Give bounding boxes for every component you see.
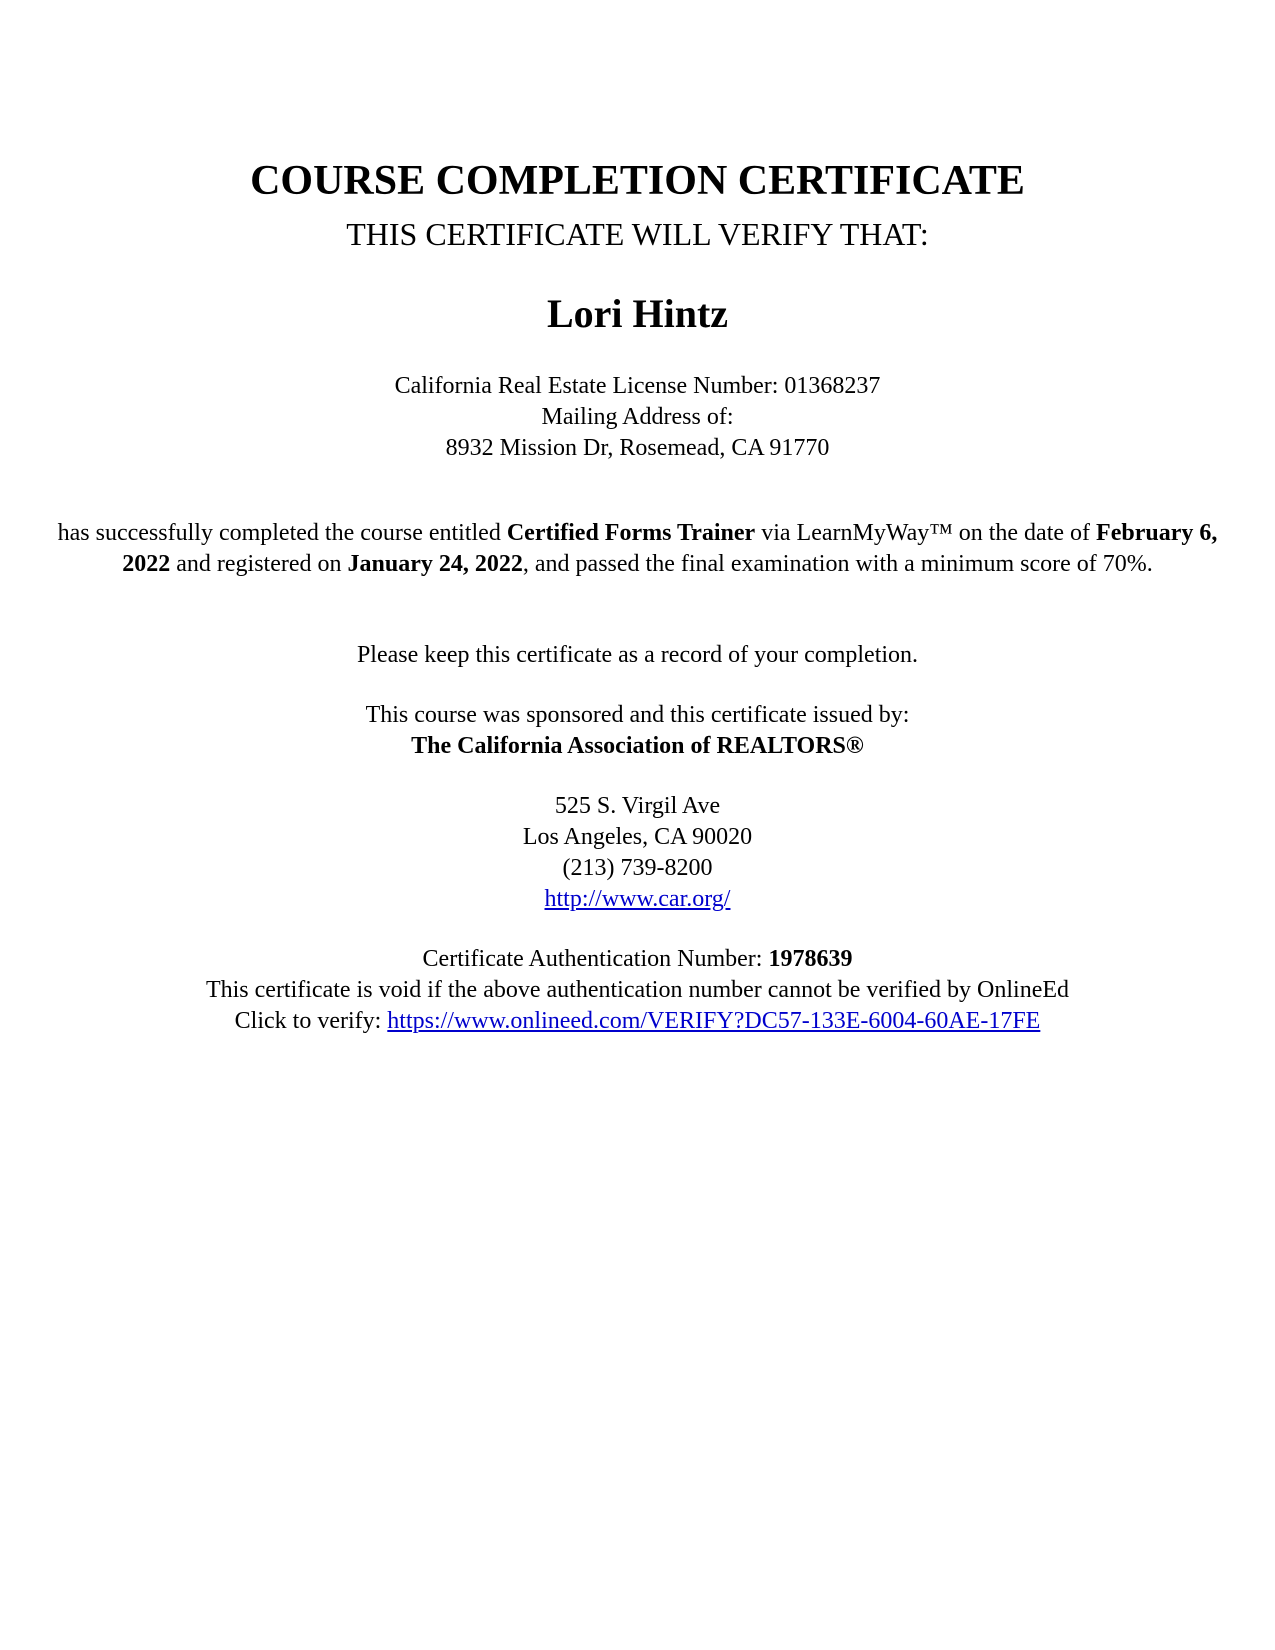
- completion-text-2: via LearnMyWay™ on the date of: [755, 520, 1097, 546]
- certificate-subtitle: THIS CERTIFICATE WILL VERIFY THAT:: [346, 216, 929, 252]
- authentication-line: [0, 944, 1275, 975]
- sponsor-block: [0, 700, 1275, 762]
- sponsor-address-block: [0, 791, 1275, 915]
- license-block: [0, 371, 1275, 464]
- recipient-name: Lori Hintz: [546, 291, 729, 336]
- authentication-label: Certificate Authentication Number:: [422, 946, 769, 972]
- verify-line: [0, 1006, 1275, 1037]
- sponsor-phone: (213) 739-8200: [562, 855, 713, 881]
- sponsor-city: Los Angeles, CA 90020: [522, 824, 753, 850]
- sponsor-street: 525 S. Virgil Ave: [554, 793, 721, 819]
- completion-text-1: has successfully completed the course entitled: [57, 520, 507, 546]
- completion-text-3: and registered on: [170, 551, 348, 577]
- certificate-title: COURSE COMPLETION CERTIFICATE: [250, 158, 1025, 204]
- sponsor-name: The California Association of REALTORS®: [411, 733, 864, 759]
- mailing-address: 8932 Mission Dr, Rosemead, CA 91770: [445, 435, 830, 461]
- course-name: Certified Forms Trainer: [506, 520, 756, 546]
- mailing-address-label: Mailing Address of:: [541, 404, 734, 430]
- record-note: Please keep this certificate as a record of your completion.: [356, 642, 919, 668]
- authentication-block: [0, 944, 1275, 1037]
- sponsor-intro: This course was sponsored and this certificate issued by:: [365, 702, 910, 728]
- authentication-number: 1978639: [768, 946, 853, 972]
- verify-label: Click to verify:: [234, 1008, 388, 1034]
- registration-date: January 24, 2022: [347, 551, 523, 577]
- verify-link[interactable]: https://www.onlineed.com/VERIFY?DC57-133E-6004-60AE-17FE: [387, 1008, 1041, 1034]
- completion-text-4: , and passed the final examination with a minimum score of 70%.: [522, 551, 1153, 577]
- license-number-line: California Real Estate License Number: 01368237: [394, 373, 881, 399]
- void-note: This certificate is void if the above authentication number cannot be verified by OnlineEd: [205, 977, 1070, 1003]
- completion-date: February 6, 2022: [122, 520, 1218, 577]
- completion-paragraph: [50, 518, 1225, 580]
- sponsor-website-link[interactable]: http://www.car.org/: [544, 886, 731, 912]
